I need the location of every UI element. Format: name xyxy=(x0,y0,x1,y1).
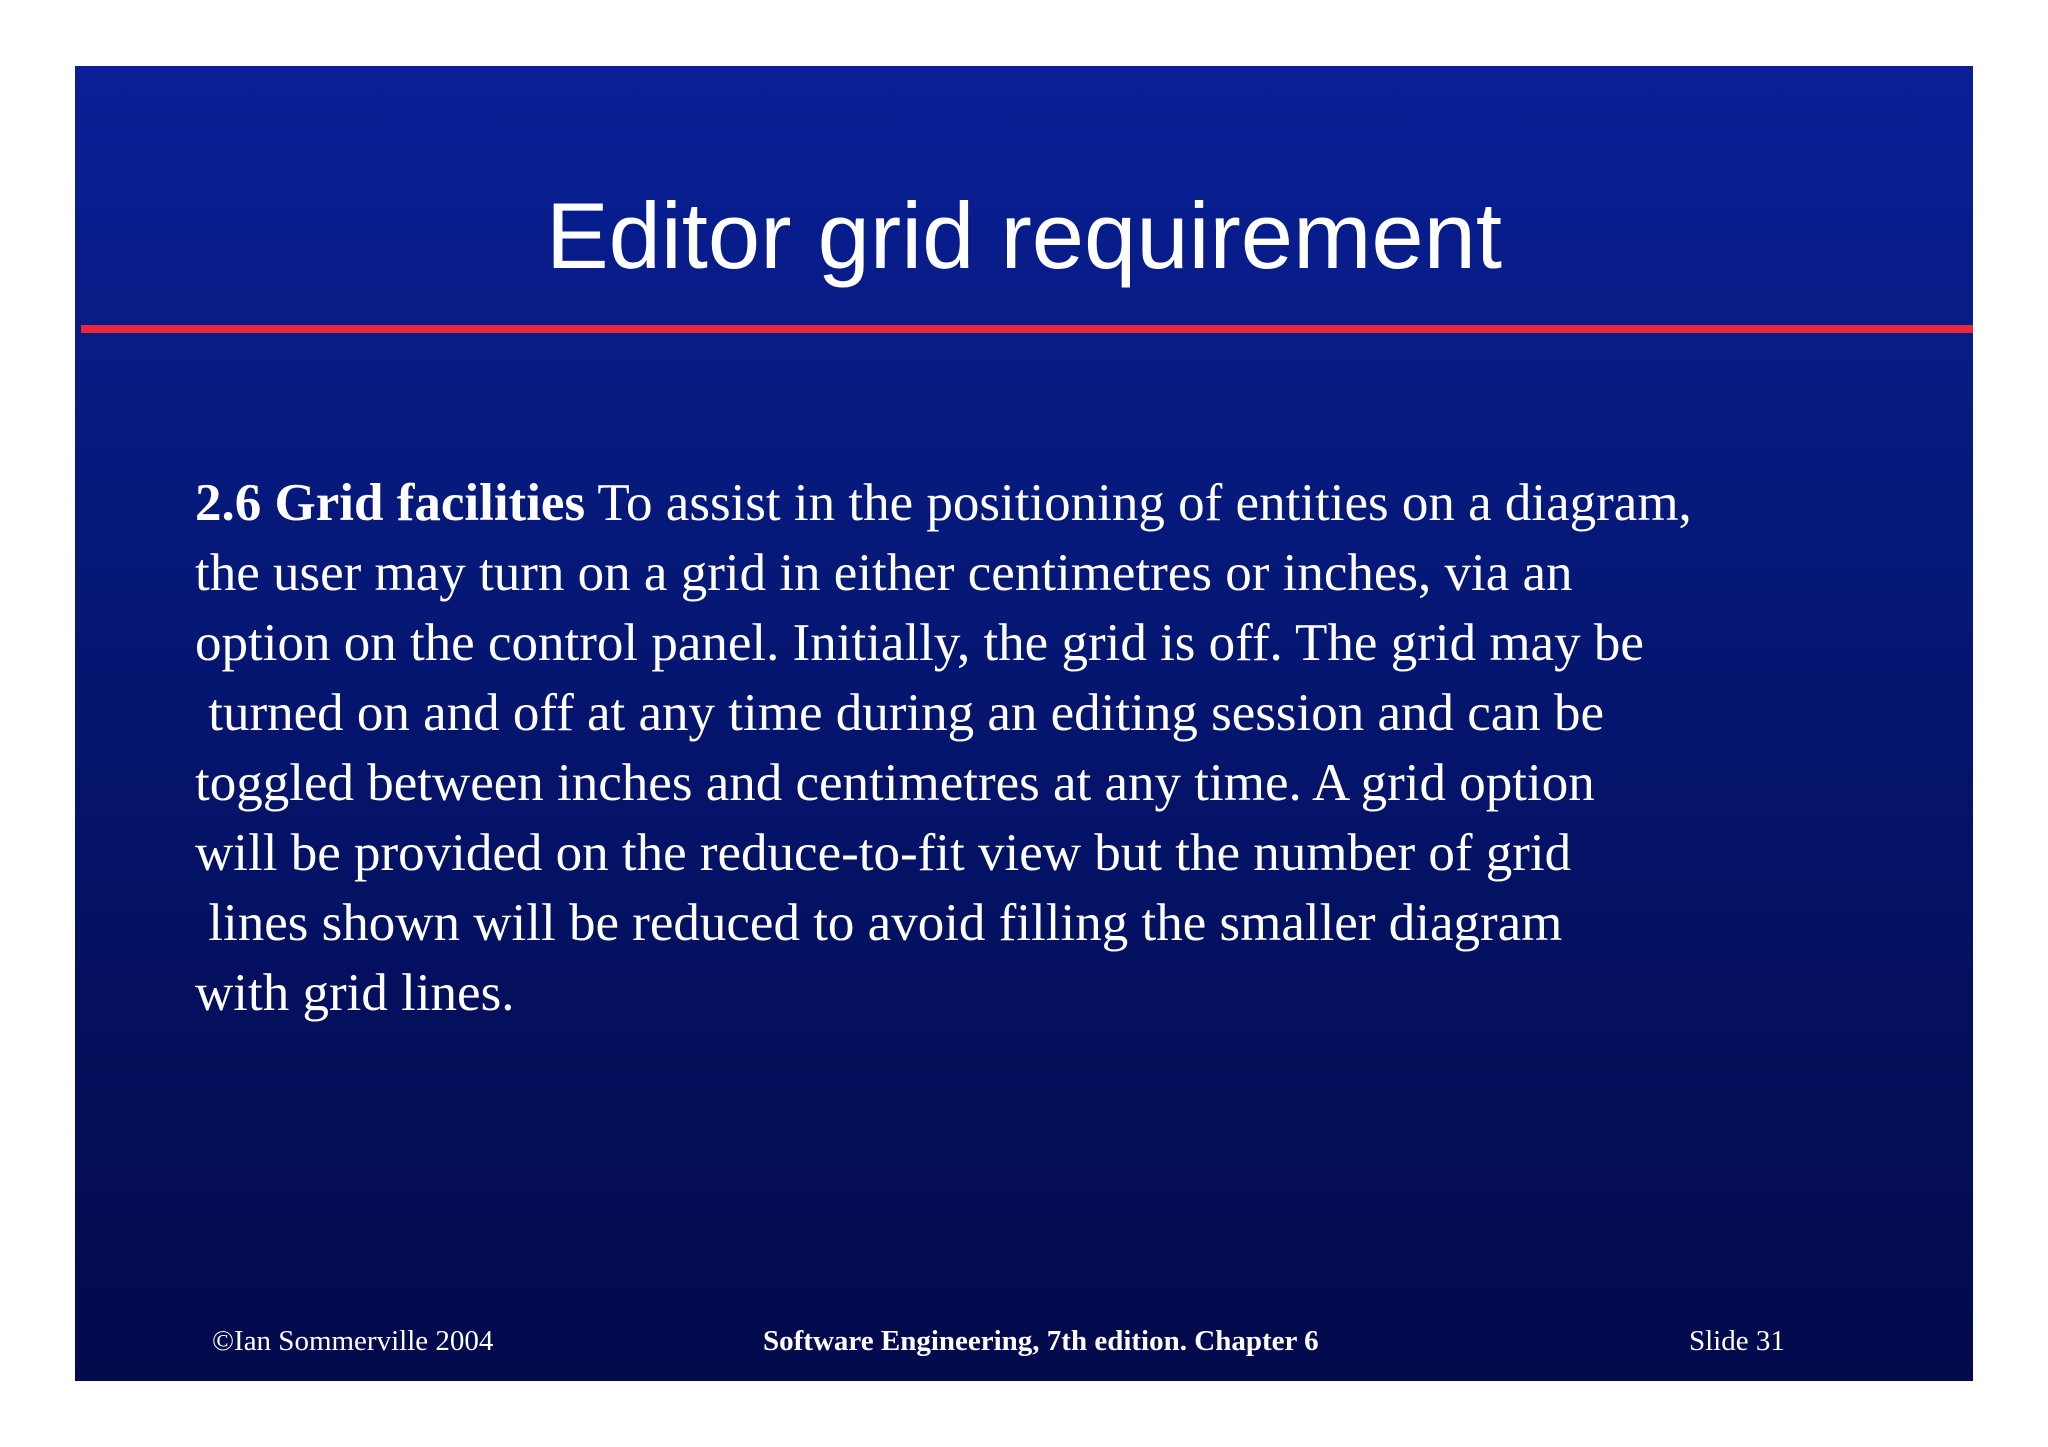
requirement-line: lines shown will be reduced to avoid filling the smaller diagram xyxy=(195,894,1563,952)
requirement-line xyxy=(195,468,1915,538)
footer-copyright: ©Ian Sommerville 2004 xyxy=(212,1325,494,1357)
footer-book-title: Software Engineering, 7th edition. Chapter 6 xyxy=(763,1325,1319,1357)
footer-slide-number: Slide 31 xyxy=(1689,1325,1785,1357)
slide xyxy=(75,66,1973,1381)
title-divider xyxy=(81,325,1973,333)
requirement-text xyxy=(195,468,1915,1028)
requirement-line: will be provided on the reduce-to-fit view but the number of grid xyxy=(195,824,1572,882)
requirement-line: turned on and off at any time during an editing session and can be xyxy=(195,684,1605,742)
requirement-line: the user may turn on a grid in either centimetres or inches, via an xyxy=(195,544,1573,602)
requirement-line: with grid lines. xyxy=(195,964,515,1022)
requirement-line: toggled between inches and centimetres at any time. A grid option xyxy=(195,754,1595,812)
requirement-first-line: To assist in the positioning of entities on a diagram, xyxy=(585,474,1692,532)
requirement-heading: 2.6 Grid facilities xyxy=(195,474,586,532)
slide-title: Editor grid requirement xyxy=(545,183,1503,288)
requirement-line: option on the control panel. Initially, the grid is off. The grid may be xyxy=(195,614,1644,672)
